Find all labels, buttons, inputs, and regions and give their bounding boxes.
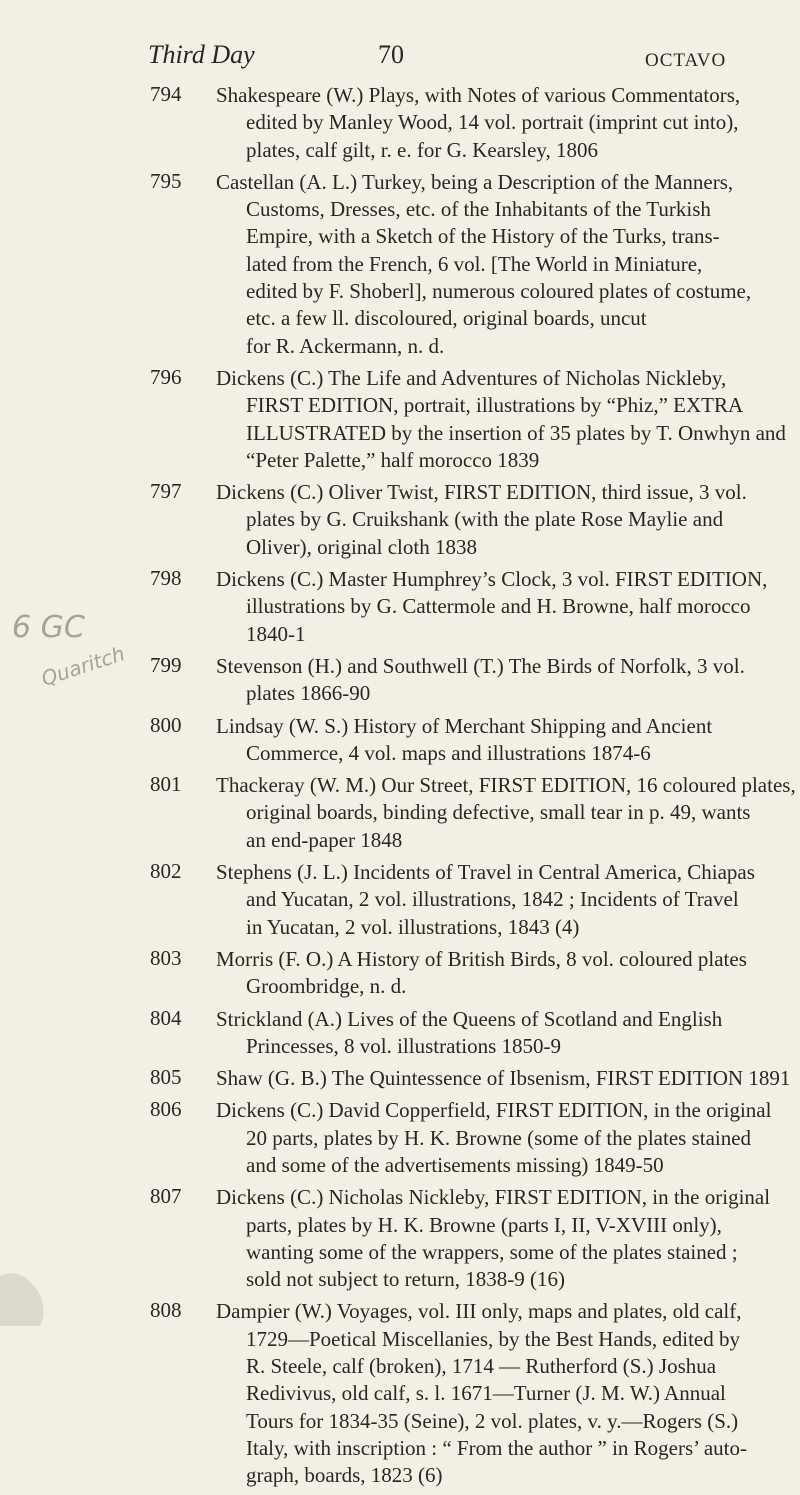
catalogue-entry xyxy=(0,1184,800,1293)
pencil-margin-note-2: Quaritch xyxy=(38,641,128,691)
description-line: and some of the advertisements missing) 1849-50 xyxy=(246,1152,664,1177)
description-line: original boards, binding defective, small tear in p. 49, wants xyxy=(246,800,751,825)
description-line: edited by F. Shoberl], numerous coloured plates of costume, xyxy=(246,279,752,304)
description-line: Dickens (C.) The Life and Adventures of Nicholas Nickleby, xyxy=(216,365,727,390)
description-line: 1840-1 xyxy=(246,621,306,646)
thumb-shadow xyxy=(0,1236,60,1326)
description-line: an end-paper 1848 xyxy=(246,827,403,852)
description-line: Lindsay (W. S.) History of Merchant Shipping and Ancient xyxy=(216,713,713,738)
description-line: Morris (F. O.) A History of British Birds, 8 vol. coloured plates xyxy=(216,946,747,971)
description-line: Dickens (C.) Nicholas Nickleby, FIRST EDITION, in the original xyxy=(216,1185,771,1210)
catalogue-entry xyxy=(0,1006,800,1061)
lot-number: 797 xyxy=(150,479,182,504)
lot-number: 802 xyxy=(150,859,182,884)
description-line: Castellan (A. L.) Turkey, being a Description of the Manners, xyxy=(216,169,734,194)
lot-number: 796 xyxy=(150,364,182,389)
lot-description xyxy=(216,169,752,360)
description-line: Customs, Dresses, etc. of the Inhabitants of the Turkish xyxy=(246,197,711,222)
description-line: “Peter Palette,” half morocco 1839 xyxy=(246,447,540,472)
description-line: Shaw (G. B.) The Quintessence of Ibsenism, FIRST EDITION 1891 xyxy=(216,1066,791,1091)
description-line: Tours for 1834-35 (Seine), 2 vol. plates, v. y.—Rogers (S.) xyxy=(246,1408,739,1433)
catalogue-entries xyxy=(0,82,800,1495)
description-line: plates by G. Cruikshank (with the plate Rose Maylie and xyxy=(246,507,724,532)
description-line: edited by Manley Wood, 14 vol. portrait (imprint cut into), xyxy=(246,110,739,135)
description-line: Redivivus, old calf, s. l. 1671—Turner (J. M. W.) Annual xyxy=(246,1381,726,1406)
catalogue-entry xyxy=(0,772,800,854)
lot-number: 804 xyxy=(150,1005,182,1030)
lot-description xyxy=(216,82,741,164)
description-line: in Yucatan, 2 vol. illustrations, 1843 (4) xyxy=(246,914,580,939)
description-line: and Yucatan, 2 vol. illustrations, 1842 ; Incidents of Travel xyxy=(246,887,739,912)
lot-number: 795 xyxy=(150,168,182,193)
lot-description xyxy=(216,653,745,708)
lot-number: 807 xyxy=(150,1184,182,1209)
description-line: etc. a few ll. discoloured, original boards, uncut xyxy=(246,306,647,331)
description-line: ILLUSTRATED by the insertion of 35 plates by T. Onwhyn and xyxy=(246,420,786,445)
description-line: Stephens (J. L.) Incidents of Travel in Central America, Chiapas xyxy=(216,860,755,885)
description-line: illustrations by G. Cattermole and H. Browne, half morocco xyxy=(246,594,751,619)
catalogue-entry xyxy=(0,859,800,941)
lot-number: 801 xyxy=(150,772,182,797)
description-line: Empire, with a Sketch of the History of the Turks, trans- xyxy=(246,224,720,249)
lot-description xyxy=(216,1006,736,1061)
lot-description xyxy=(216,772,796,854)
description-line: Groombridge, n. d. xyxy=(246,974,407,999)
description-line: Shakespeare (W.) Plays, with Notes of various Commentators, xyxy=(216,83,741,107)
lot-description xyxy=(216,713,736,768)
lot-number: 806 xyxy=(150,1097,182,1122)
lot-description xyxy=(216,365,786,474)
description-line: Italy, with inscription : “ From the author ” in Rogers’ auto- xyxy=(246,1435,747,1460)
catalogue-entry xyxy=(0,479,800,561)
description-line: Oliver), original cloth 1838 xyxy=(246,534,477,559)
lot-number: 799 xyxy=(150,652,182,677)
lot-description xyxy=(216,1065,791,1092)
description-line: 20 parts, plates by H. K. Browne (some of the plates stained xyxy=(246,1125,752,1150)
catalogue-entry xyxy=(0,713,800,768)
catalogue-entry xyxy=(0,82,800,164)
description-line: FIRST EDITION, portrait, illustrations by “Phiz,” EXTRA xyxy=(246,393,744,418)
lot-description xyxy=(216,1298,747,1489)
description-line: Dampier (W.) Voyages, vol. III only, maps and plates, old calf, xyxy=(216,1299,742,1324)
description-line: plates 1866-90 xyxy=(246,681,371,706)
lot-number: 800 xyxy=(150,712,182,737)
format-label: OCTAVO xyxy=(645,50,727,71)
description-line: Dickens (C.) Oliver Twist, FIRST EDITION, third issue, 3 vol. xyxy=(216,480,747,505)
description-line: plates, calf gilt, r. e. for G. Kearsley, 1806 xyxy=(246,137,599,162)
catalogue-entry xyxy=(0,946,800,1001)
lot-description xyxy=(216,859,755,941)
description-line: parts, plates by H. K. Browne (parts I, II, V-XVIII only), xyxy=(246,1212,722,1237)
lot-number: 798 xyxy=(150,566,182,591)
description-line: Dickens (C.) Master Humphrey’s Clock, 3 vol. FIRST EDITION, xyxy=(216,567,768,592)
lot-number: 808 xyxy=(150,1298,182,1323)
lot-description xyxy=(216,946,747,1001)
lot-description xyxy=(216,1184,771,1293)
description-line: sold not subject to return, 1838-9 (16) xyxy=(246,1267,566,1292)
description-line: Dickens (C.) David Copperfield, FIRST EDITION, in the original xyxy=(216,1098,772,1123)
lot-description xyxy=(216,566,768,648)
catalogue-entry xyxy=(0,1097,800,1179)
lot-number: 805 xyxy=(150,1065,182,1090)
lot-description xyxy=(216,1097,772,1179)
catalogue-entry xyxy=(0,365,800,474)
lot-number: 794 xyxy=(150,82,182,106)
description-line: Commerce, 4 vol. maps and illustrations 1874-6 xyxy=(246,740,651,765)
description-line: 1729—Poetical Miscellanies, by the Best Hands, edited by xyxy=(246,1326,740,1351)
description-line: lated from the French, 6 vol. [The World in Miniature, xyxy=(246,251,703,276)
page-number: 70 xyxy=(378,40,404,69)
description-line: Strickland (A.) Lives of the Queens of Scotland and English xyxy=(216,1006,723,1031)
lot-description xyxy=(216,479,747,561)
catalogue-entry xyxy=(0,1065,800,1092)
description-line: graph, boards, 1823 (6) xyxy=(246,1463,443,1488)
description-line: Princesses, 8 vol. illustrations 1850-9 xyxy=(246,1033,561,1058)
catalogue-entry xyxy=(0,1298,800,1489)
pencil-margin-note: 6 GC xyxy=(12,610,85,645)
description-line: Thackeray (W. M.) Our Street, FIRST EDITION, 16 coloured plates, xyxy=(216,773,796,798)
section-title: Third Day xyxy=(148,40,255,69)
lot-number: 803 xyxy=(150,945,182,970)
description-line: Stevenson (H.) and Southwell (T.) The Birds of Norfolk, 3 vol. xyxy=(216,653,745,678)
description-line: R. Steele, calf (broken), 1714 — Rutherford (S.) Joshua xyxy=(246,1354,717,1379)
description-line: wanting some of the wrappers, some of the plates stained ; xyxy=(246,1239,738,1264)
page-header xyxy=(148,40,760,80)
description-line: for R. Ackermann, n. d. xyxy=(246,333,445,358)
catalogue-entry xyxy=(0,566,800,648)
catalogue-entry xyxy=(0,169,800,360)
